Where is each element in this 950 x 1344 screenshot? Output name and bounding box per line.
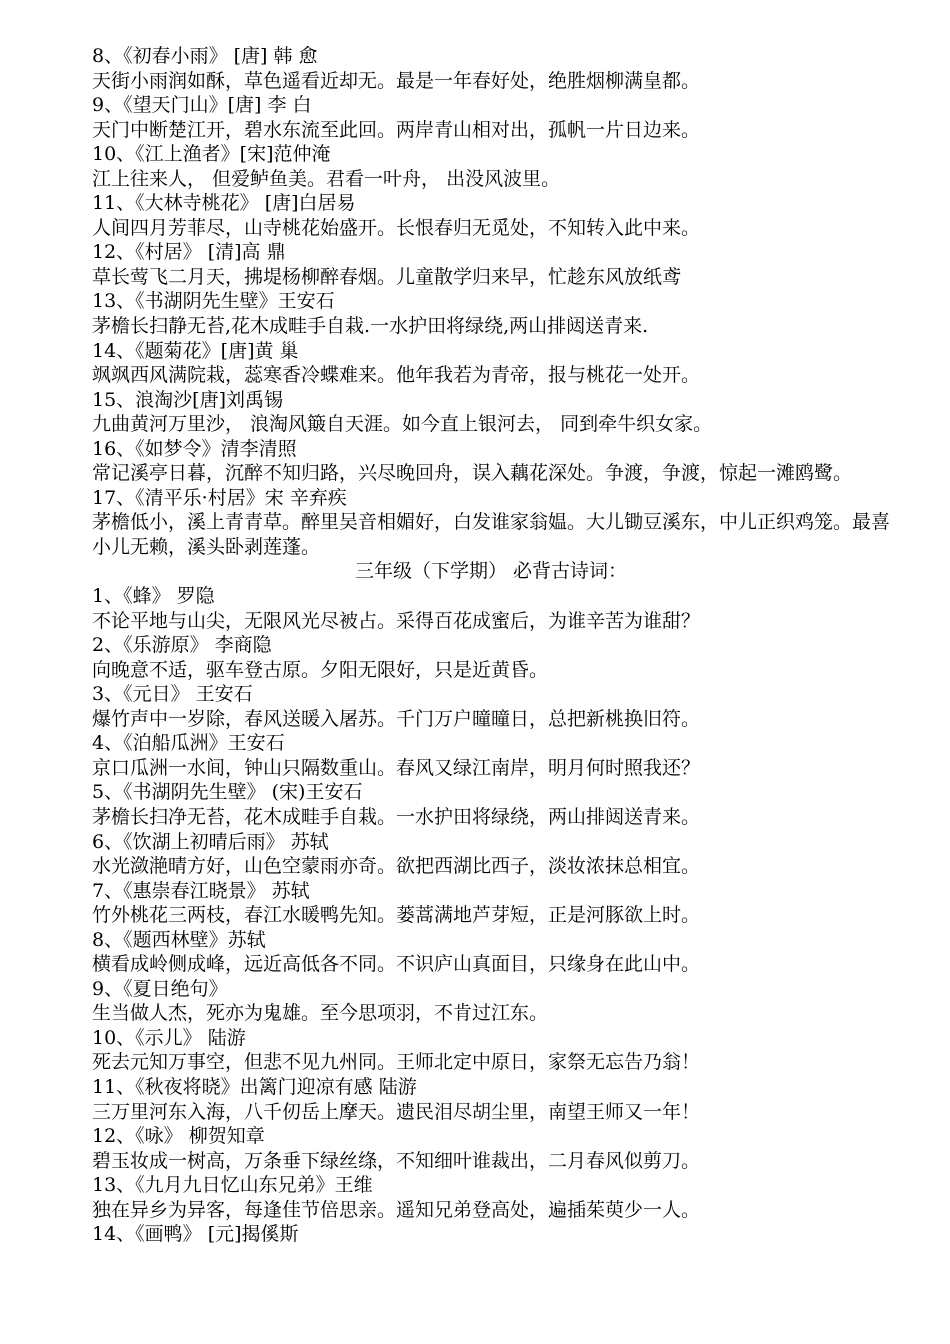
poem-b8 [92, 928, 890, 977]
poem-text: 飒飒西风满院栽，蕊寒香冷蝶难来。他年我若为青帝，报与桃花一处开。 [92, 364, 701, 387]
poem-title: 7、《惠崇春江晓景》 苏轼 [92, 879, 310, 902]
poem-b5 [92, 780, 890, 829]
poem-10 [92, 142, 890, 191]
poem-title: 14、《题菊花》[唐]黄 巢 [92, 339, 299, 362]
poem-text: 九曲黄河万里沙， 浪淘风簸自天涯。如今直上银河去， 同到牵牛织女家。 [92, 413, 713, 436]
poem-b11 [92, 1075, 890, 1124]
poem-text: 天街小雨润如酥，草色遥看近却无。最是一年春好处，绝胜烟柳满皇都。 [92, 69, 701, 92]
poem-b14 [92, 1222, 890, 1247]
poem-title: 13、《九月九日忆山东兄弟》王维 [92, 1174, 373, 1197]
poem-text: 碧玉妆成一树高，万条垂下绿丝绦，不知细叶谁裁出，二月春风似剪刀。 [92, 1149, 701, 1172]
poem-b13 [92, 1173, 890, 1222]
poem-title: 9、《夏日绝句》 [92, 977, 228, 1000]
poem-title: 10、《示儿》 陆游 [92, 1026, 246, 1049]
poem-title: 10、《江上渔者》[宋]范仲淹 [92, 143, 331, 166]
poem-title: 1、《蜂》 罗隐 [92, 585, 215, 608]
poem-text: 竹外桃花三两枝，春江水暖鸭先知。蒌蒿满地芦芽短，正是河豚欲上时。 [92, 904, 701, 927]
poem-text: 江上往来人， 但爱鲈鱼美。君看一叶舟， 出没风波里。 [92, 167, 561, 190]
poem-title: 2、《乐游原》 李商隐 [92, 634, 272, 657]
poem-title: 16、《如梦令》清李清照 [92, 437, 297, 460]
poem-9 [92, 93, 890, 142]
poem-title: 5、《书湖阴先生壁》 (宋)王安石 [92, 781, 363, 804]
poem-text: 茅檐长扫净无苔，花木成畦手自栽。一水护田将绿绕，两山排闼送青来。 [92, 805, 701, 828]
poem-text: 茅檐长扫静无苔,花木成畦手自栽.一水护田将绿绕,两山排闼送青来. [92, 315, 649, 338]
poem-title: 13、《书湖阴先生壁》王安石 [92, 290, 335, 313]
poem-title: 12、《村居》 [清]高 鼎 [92, 241, 286, 264]
poem-text: 天门中断楚江开，碧水东流至此回。两岸青山相对出，孤帆一片日边来。 [92, 118, 701, 141]
poem-text: 生当做人杰，死亦为鬼雄。至今思项羽，不肯过江东。 [92, 1002, 549, 1025]
poem-b6 [92, 830, 890, 879]
poem-15 [92, 388, 890, 437]
poem-11 [92, 191, 890, 240]
poem-b3 [92, 682, 890, 731]
poem-12 [92, 240, 890, 289]
poem-title: 17、《清平乐·村居》宋 辛弃疾 [92, 486, 347, 509]
poem-text: 草长莺飞二月天，拂堤杨柳醉春烟。儿童散学归来早，忙趁东风放纸鸢 [92, 265, 682, 288]
poem-b10 [92, 1026, 890, 1075]
poem-text: 不论平地与山尖，无限风光尽被占。采得百花成蜜后，为谁辛苦为谁甜？ [92, 609, 701, 632]
poem-b9 [92, 977, 890, 1026]
poem-title: 4、《泊船瓜洲》王安石 [92, 732, 285, 755]
poem-title: 15、浪淘沙[唐]刘禹锡 [92, 388, 284, 411]
poem-14 [92, 339, 890, 388]
poem-text: 爆竹声中一岁除，春风送暖入屠苏。千门万户曈曈日，总把新桃换旧符。 [92, 707, 701, 730]
poem-b2 [92, 633, 890, 682]
poem-title: 11、《大林寺桃花》 [唐]白居易 [92, 192, 356, 215]
poem-text: 人间四月芳菲尽，山寺桃花始盛开。长恨春归无觅处，不知转入此中来。 [92, 216, 701, 239]
poem-text: 三万里河东入海，八千仞岳上摩天。遗民泪尽胡尘里，南望王师又一年！ [92, 1100, 701, 1123]
poem-16 [92, 437, 890, 486]
poem-title: 3、《元日》 王安石 [92, 683, 253, 706]
poem-b12 [92, 1124, 890, 1173]
poem-title: 14、《画鸭》 [元]揭傒斯 [92, 1223, 299, 1246]
poem-title: 11、《秋夜将晓》出篱门迎凉有感 陆游 [92, 1075, 417, 1098]
poem-text: 京口瓜洲一水间，钟山只隔数重山。春风又绿江南岸，明月何时照我还？ [92, 756, 701, 779]
poem-8 [92, 44, 890, 93]
poem-13 [92, 289, 890, 338]
poem-text: 横看成岭侧成峰，远近高低各不同。不识庐山真面目，只缘身在此山中。 [92, 953, 701, 976]
poem-b7 [92, 879, 890, 928]
poem-title: 12、《咏》 柳贺知章 [92, 1125, 265, 1148]
poem-text: 独在异乡为异客，每逢佳节倍思亲。遥知兄弟登高处，遍插茱萸少一人。 [92, 1198, 701, 1221]
poem-b1 [92, 584, 890, 633]
poem-text: 水光潋滟晴方好，山色空蒙雨亦奇。欲把西湖比西子，淡妆浓抹总相宜。 [92, 855, 701, 878]
poem-text: 茅檐低小，溪上青青草。醉里吴音相媚好，白发谁家翁媪。大儿锄豆溪东，中儿正织鸡笼。最喜小儿无赖，溪头卧剥莲蓬。 [92, 511, 890, 558]
poem-text: 常记溪亭日暮，沉醉不知归路，兴尽晚回舟，误入藕花深处。争渡，争渡，惊起一滩鸥鹭。 [92, 462, 853, 485]
poem-text: 向晚意不适，驱车登古原。夕阳无限好，只是近黄昏。 [92, 658, 549, 681]
poem-17 [92, 486, 890, 560]
poem-text: 死去元知万事空，但悲不见九州同。王师北定中原日，家祭无忘告乃翁！ [92, 1051, 701, 1074]
section-heading: 三年级（下学期） 必背古诗词： [354, 560, 628, 583]
poem-title: 6、《饮湖上初晴后雨》 苏轼 [92, 830, 329, 853]
poem-title: 9、《望天门山》[唐] 李 白 [92, 94, 312, 117]
poem-title: 8、《初春小雨》 [唐] 韩 愈 [92, 45, 318, 67]
poem-title: 8、《题西林壁》苏轼 [92, 928, 266, 951]
poem-b4 [92, 731, 890, 780]
